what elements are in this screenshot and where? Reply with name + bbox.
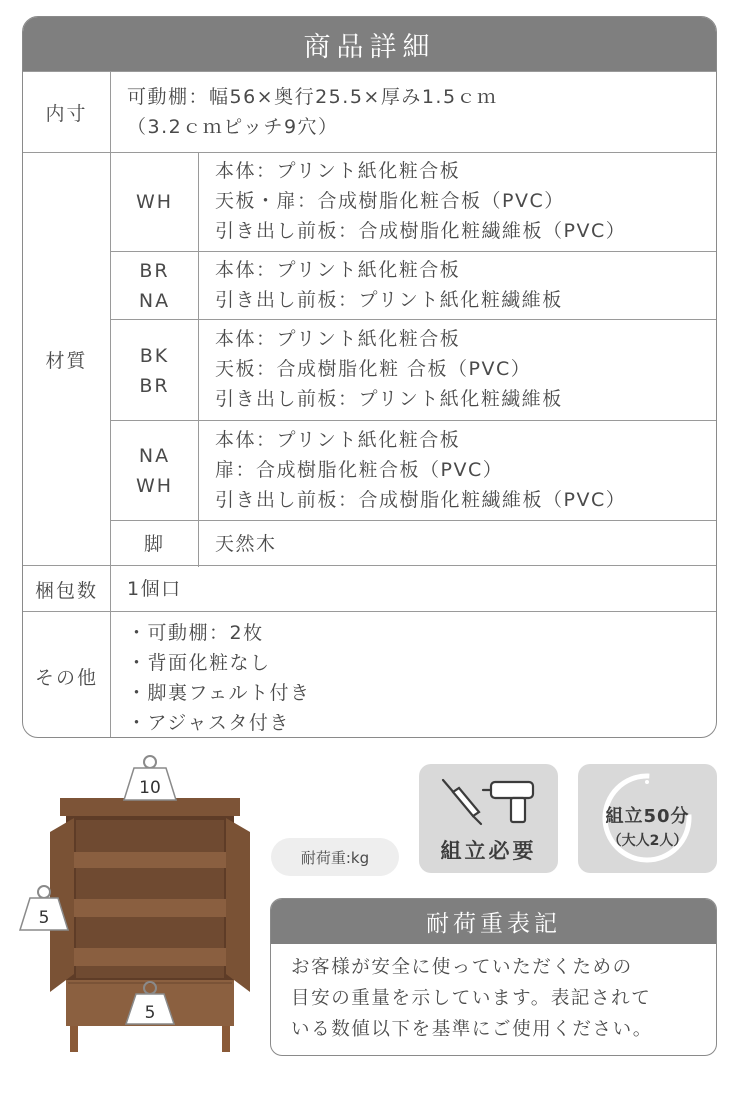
row-material [23, 152, 716, 566]
value-line: 本体：プリント紙化粧合板 [215, 259, 461, 281]
right-door [226, 818, 250, 992]
load-notice-body [271, 944, 716, 1045]
material-lines [215, 425, 712, 515]
value-line: 本体：プリント紙化粧合板 [215, 328, 461, 350]
shelf [74, 852, 226, 868]
spec-title: 商品詳細 [23, 17, 716, 71]
value-line: 本体：プリント紙化粧合板 [215, 429, 461, 451]
cabinet-leg [222, 1026, 230, 1052]
value-line: 扉：合成樹脂化粧合板（PVC） [215, 459, 504, 481]
value-line: 本体：プリント紙化粧合板 [215, 160, 461, 182]
value-line: 引き出し前板：プリント紙化粧繊維板 [215, 388, 563, 410]
value-line: ・脚裏フェルト付き [127, 682, 311, 704]
assembly-time-text: 組立50分 [605, 806, 690, 827]
row-value [127, 574, 708, 604]
load-notice [270, 898, 717, 1056]
shelf [74, 899, 226, 917]
assembly-time-badge [578, 764, 717, 873]
material-lines [215, 324, 712, 414]
row-value [127, 618, 708, 738]
material-code: NA WH [111, 421, 199, 521]
value-line: 1個口 [127, 578, 182, 600]
weight-drawer-value: 5 [144, 1003, 156, 1023]
row-inner-dimensions [23, 71, 716, 153]
value-line: ・背面化粧なし [127, 652, 271, 674]
row-label: 内寸 [23, 72, 111, 153]
weight-shelf-value: 5 [38, 908, 50, 928]
value-line: 天板：合成樹脂化粧 合板（PVC） [215, 358, 532, 380]
material-lines [215, 529, 712, 559]
notice-line: お客様が安全に使っていただくための [291, 957, 633, 978]
material-lines [215, 156, 712, 246]
material-group [111, 319, 716, 421]
load-unit-label: 耐荷重:kg [271, 838, 399, 876]
row-other [23, 611, 716, 738]
value-line: ・可動棚：2枚 [127, 622, 264, 644]
value-line: （3.2ｃｍピッチ9穴） [127, 116, 339, 138]
value-line: 可動棚：幅56×奥行25.5×厚み1.5ｃｍ [127, 86, 498, 108]
spec-table [22, 16, 717, 738]
cabinet-leg [70, 1026, 78, 1052]
assembly-required-badge [419, 764, 558, 873]
row-label: 梱包数 [23, 566, 111, 612]
cabinet-illustration [18, 752, 263, 1057]
value-line: 引き出し前板：合成樹脂化粧繊維板（PVC） [215, 489, 627, 511]
material-code: WH [111, 153, 199, 251]
value-line: 天板・扉：合成樹脂化粧合板（PVC） [215, 190, 565, 212]
tools-icon [433, 774, 545, 828]
material-group [111, 520, 716, 567]
material-code: 脚 [111, 521, 199, 567]
value-line: 天然木 [215, 533, 277, 555]
material-code: BR NA [111, 252, 199, 320]
weight-tag-top [124, 756, 176, 800]
material-group [111, 420, 716, 521]
material-code: BK BR [111, 320, 199, 421]
material-group [111, 153, 716, 251]
shelf [74, 948, 226, 966]
row-value [127, 82, 708, 142]
assembly-required-text: 組立必要 [440, 839, 537, 863]
row-label: 材質 [23, 153, 111, 566]
weight-top-value: 10 [139, 778, 161, 798]
row-packages [23, 565, 716, 612]
value-line: 引き出し前板：合成樹脂化粧繊維板（PVC） [215, 220, 627, 242]
notice-line: いる数値以下を基準にご使用ください。 [291, 1019, 653, 1040]
value-line: ・アジャスタ付き [127, 712, 290, 734]
load-notice-title: 耐荷重表記 [271, 899, 716, 944]
assembly-people-text: （大人2人） [607, 833, 688, 849]
material-group [111, 251, 716, 320]
notice-line: 目安の重量を示しています。表記されて [291, 988, 652, 1009]
row-label: その他 [23, 612, 111, 738]
material-lines [215, 255, 712, 315]
value-line: 引き出し前板：プリント紙化粧繊維板 [215, 289, 563, 311]
